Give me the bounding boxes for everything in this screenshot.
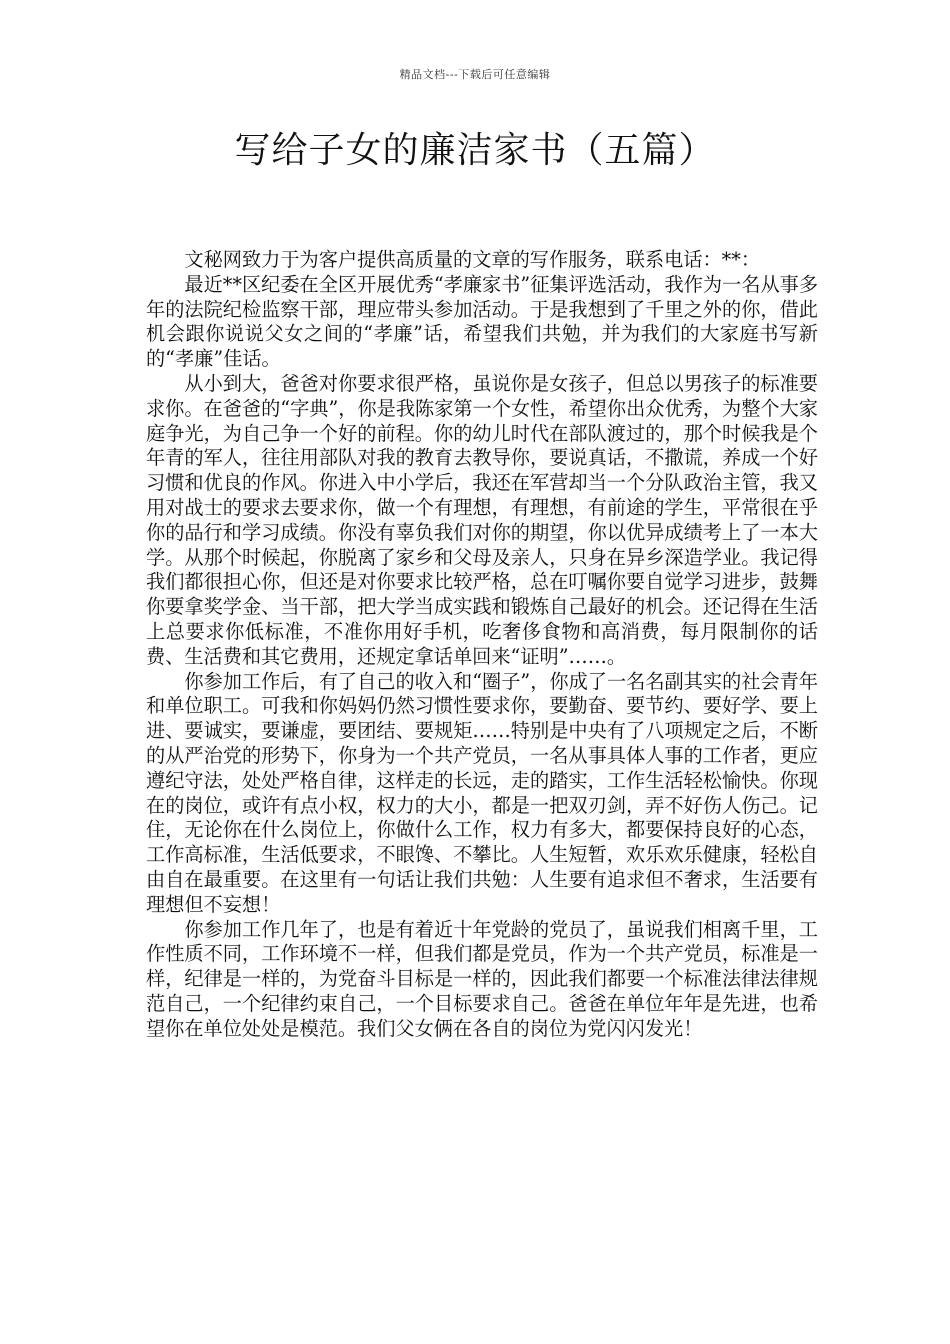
document-title: 写给子女的廉洁家书（五篇） xyxy=(234,130,716,171)
paragraph: 你参加工作后，有了自己的收入和“圈子”，你成了一名名副其实的社会青年和单位职工。可我和你妈妈仍然习惯性要求你，要勤奋、要节约、要好学、要上进、要诚实，要谦虚，要团结、要规矩……特别是中央有了八项规定之后，不断的从严治党的形势下，你身为一个共产党员，一名从事具体人事的工作者，更应遵纪守法，处处严格自律，这样走的长远，走的踏实，工作生活轻松愉快。你现在的岗位，或许有点小权，权力的大小，都是一把双刃剑，弄不好伤人伤己。记住，无论你在什么岗位上，你做什么工作，权力有多大，都要保持良好的心态，工作高标准，生活低要求，不眼馋、不攀比。人生短暂，欢乐欢乐健康，轻松自由自在最重要。在这里有一句话让我们共勉：人生要有追求但不奢求，生活要有理想但不妄想！ xyxy=(146,669,819,916)
document-body xyxy=(146,248,818,1042)
header-note: 精品文档---下载后可任意编辑 xyxy=(399,68,551,81)
paragraph: 最近**区纪委在全区开展优秀“孝廉家书”征集评选活动，我作为一名从事多年的法院纪检监察干部，理应带头参加活动。于是我想到了千里之外的你，借此机会跟你说说父女之间的“孝廉”话，希望我们共勉，并为我们的大家庭书写新的“孝廉”佳话。 xyxy=(146,272,819,371)
paragraph: 从小到大，爸爸对你要求很严格，虽说你是女孩子，但总以男孩子的标准要求你。在爸爸的“字典”，你是我陈家第一个女性，希望你出众优秀，为整个大家庭争光，为自己争一个好的前程。你的幼儿时代在部队渡过的，那个时候我是个年青的军人，往往用部队对我的教育去教导你，要说真话，不撒谎，养成一个好习惯和优良的作风。你进入中小学后，我还在军营却当一个分队政治主管，我又用对战士的要求去要求你，做一个有理想，有理想，有前途的学生，平常很在乎你的品行和学习成绩。你没有辜负我们对你的期望，你以优异成绩考上了一本大学。从那个时候起，你脱离了家乡和父母及亲人，只身在异乡深造学业。我记得我们都很担心你，但还是对你要求比较严格，总在叮嘱你要自觉学习进步，鼓舞你要拿奖学金、当干部，把大学当成实践和锻炼自己最好的机会。还记得在生活上总要求你低标准，不准你用好手机，吃奢侈食物和高消费，每月限制你的话费、生活费和其它费用，还规定拿话单回来“证明”……。 xyxy=(146,371,818,668)
paragraph: 你参加工作几年了，也是有着近十年党龄的党员了，虽说我们相离千里，工作性质不同，工作环境不一样，但我们都是党员，作为一个共产党员，标准是一样，纪律是一样的，为党奋斗目标是一样的，因此我们都要一个标准法律法律规范自己，一个纪律约束自己，一个目标要求自己。爸爸在单位年年是先进，也希望你在单位处处是模范。我们父女俩在各自的岗位为党闪闪发光！ xyxy=(146,917,818,1040)
paragraph-intro: 文秘网致力于为客户提供高质量的文章的写作服务，联系电话：**： xyxy=(184,248,761,271)
